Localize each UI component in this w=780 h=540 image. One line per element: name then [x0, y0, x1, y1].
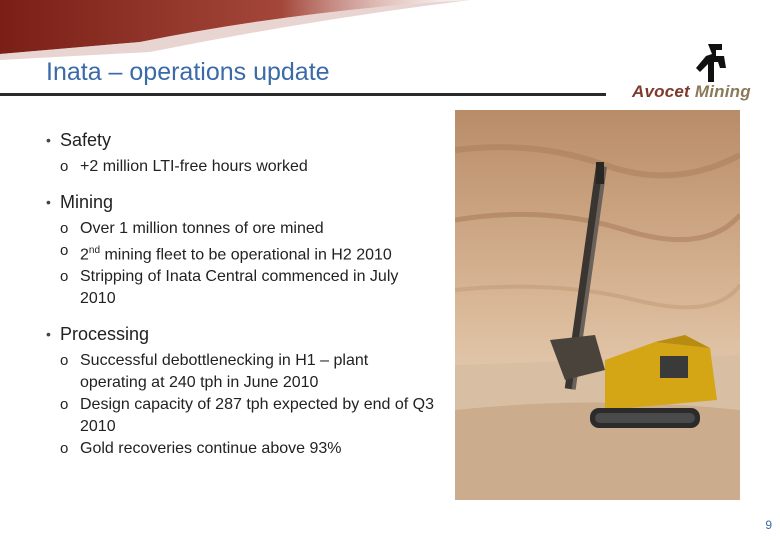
title-underline [0, 93, 606, 96]
bullet-content [46, 128, 436, 468]
circle-bullet-icon: o [60, 352, 69, 370]
list-item: o Over 1 million tonnes of ore mined [60, 218, 436, 240]
circle-bullet-icon: o [60, 268, 69, 286]
circle-bullet-icon: o [60, 440, 69, 458]
list-item: o Stripping of Inata Central commenced in July 2010 [60, 268, 399, 308]
section-safety [46, 128, 436, 178]
drill-rig-photo [455, 110, 740, 500]
company-logo [628, 42, 764, 102]
header-swoosh [0, 0, 470, 60]
section-processing [46, 322, 436, 460]
miner-figure-icon [688, 42, 736, 82]
logo-word-avocet: Avocet [632, 82, 690, 101]
drill-rig-illustration [455, 110, 740, 500]
circle-bullet-icon: o [60, 220, 69, 237]
list-item: o Successful debottlenecking in H1 – plant operating at 240 tph in June 2010 [60, 352, 369, 392]
circle-bullet-icon: o [60, 242, 69, 259]
list-item: o 2nd mining fleet to be operational in H2 2010 [60, 242, 392, 264]
circle-bullet-icon: o [60, 158, 69, 175]
section-heading: Mining [60, 192, 114, 212]
list-item: o +2 million LTI-free hours worked [60, 156, 436, 178]
section-heading: Processing [60, 324, 150, 345]
bullet-dot-icon: • [46, 194, 51, 210]
logo-word-mining: Mining [694, 82, 751, 101]
logo-wordmark [632, 82, 751, 102]
list-item: o Design capacity of 287 tph expected by end of Q3 2010 [60, 396, 435, 436]
page-number: 9 [765, 518, 772, 532]
list-item: o Gold recoveries continue above 93% [60, 438, 436, 460]
slide-title: Inata – operations update [46, 58, 330, 86]
section-heading: Safety [60, 130, 112, 150]
circle-bullet-icon: o [60, 396, 69, 414]
bullet-dot-icon: • [46, 132, 51, 148]
section-mining [46, 190, 436, 310]
bullet-dot-icon: • [46, 326, 51, 343]
